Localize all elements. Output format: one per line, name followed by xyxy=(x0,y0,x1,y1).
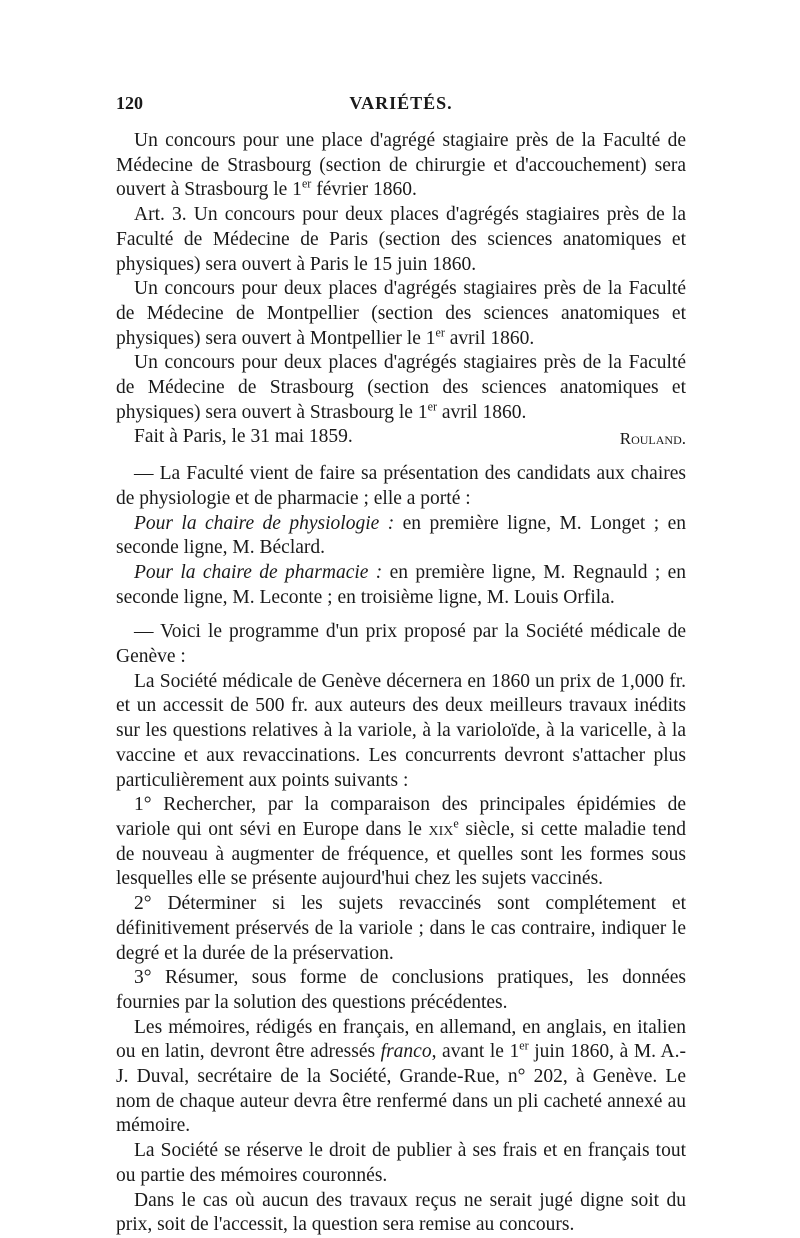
paragraph-societe-medicale: La Société médicale de Genève décernera en 1860 un prix de 1,000 fr. et un accessit de 500 fr. aux auteurs des deux meilleurs travaux inédits sur les questions relatives à la variole, à la varioloïde, à la varicelle, à la vaccine et aux revaccinations. Les concurrents devront s'attacher plus particulièrement aux points suivants : xyxy=(116,670,686,791)
paragraph-chaire-pharmacie: Pour la chaire de pharmacie : en première ligne, M. Regnauld ; en seconde ligne, M. Leconte ; en troisième ligne, M. Louis Orfila. xyxy=(116,561,686,608)
signature-line xyxy=(116,425,686,452)
paragraph-point-1: 1° Rechercher, par la comparaison des principales épidémies de variole qui ont sévi en Europe dans le xix$^e$ siècle, si cette maladie tend de nouveau à augmenter de fréquence, et quelles sont les formes sous lesquelles elle se présente aujourd'hui chez les sujets vaccinés. xyxy=(116,794,686,890)
paragraph-point-2: 2° Déterminer si les sujets revaccinés sont complétement et définitivement préservés de la variole ; dans le cas contraire, indiquer le degré et la durée de la préservation. xyxy=(116,893,686,964)
paragraph-art-3: Art. 3. Un concours pour deux places d'agrégés stagiaires près de la Faculté de Médecine de Paris (section des sciences anatomiques et physiques) sera ouvert à Paris le 15 juin 1860. xyxy=(116,204,686,275)
signature-place-date: Fait à Paris, le 31 mai 1859. xyxy=(134,426,353,448)
paragraph-chaire-physiologie: Pour la chaire de physiologie : en première ligne, M. Longet ; en seconde ligne, M. Béclard. xyxy=(116,512,686,559)
paragraph-strasbourg-anatomie: Un concours pour deux places d'agrégés stagiaires près de la Faculté de Médecine de Strasbourg (section des sciences anatomiques et physiques) sera ouvert à Strasbourg le 1er avril 1860. xyxy=(116,352,686,423)
body-text xyxy=(116,129,686,1238)
paragraph-memoires: Les mémoires, rédigés en français, en allemand, en anglais, en italien ou en latin, devront être adressés franco, avant le 1er juin 1860, à M. A.-J. Duval, secrétaire de la Société, Grande-Rue, n° 202, à Genève. Le nom de chaque auteur devra être renfermé dans un pli cacheté annexé au mémoire. xyxy=(116,1016,686,1137)
paragraph-programme-prix: — Voici le programme d'un prix proposé par la Société médicale de Genève : xyxy=(116,621,686,668)
paragraph-concours: Dans le cas où aucun des travaux reçus ne serait jugé digne soit du prix, soit de l'accessit, la question sera remise au concours. xyxy=(116,1189,686,1236)
running-title: VARIÉTÉS. xyxy=(349,93,453,113)
paragraph-point-3: 3° Résumer, sous forme de conclusions pratiques, les données fournies par la solution des questions précédentes. xyxy=(116,967,686,1013)
signature-name: Rouland. xyxy=(619,429,686,449)
paragraph-publication: La Société se réserve le droit de publier à ses frais et en français tout ou partie des mémoires couronnés. xyxy=(116,1140,686,1186)
paragraph-montpellier: Un concours pour deux places d'agrégés stagiaires près de la Faculté de Médecine de Montpellier (section des sciences anatomiques et physiques) sera ouvert à Montpellier le 1er avril 1860. xyxy=(116,278,686,349)
paragraph-strasbourg-chirurgie: Un concours pour une place d'agrégé stagiaire près de la Faculté de Médecine de Strasbourg (section de chirurgie et d'accouchement) sera ouvert à Strasbourg le 1er février 1860. xyxy=(116,130,686,201)
page-number: 120 xyxy=(116,93,143,113)
paragraph-faculte-presentation: — La Faculté vient de faire sa présentation des candidats aux chaires de physiologie et de pharmacie ; elle a porté : xyxy=(116,463,686,509)
page-header xyxy=(116,93,686,123)
